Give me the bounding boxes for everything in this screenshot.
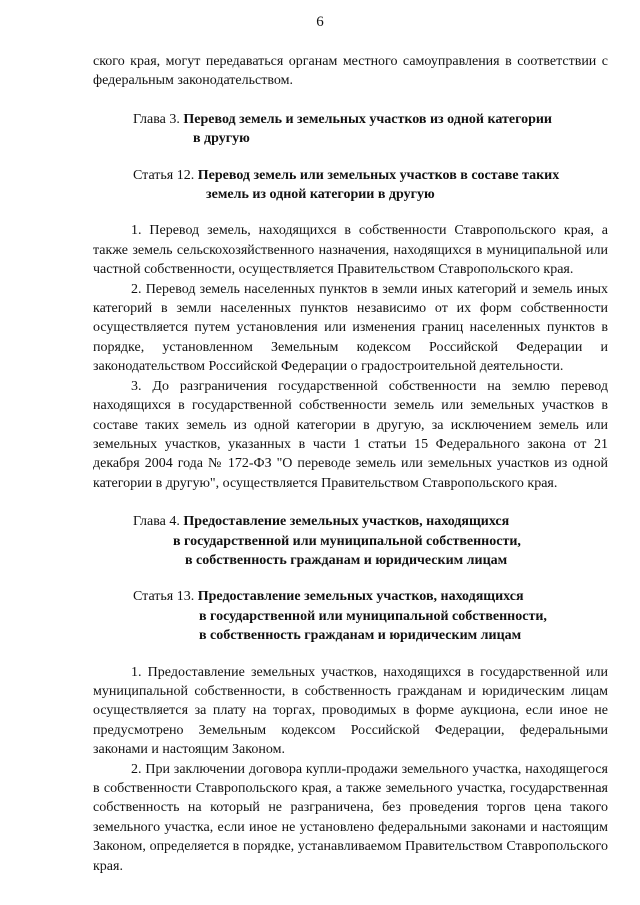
document-body bbox=[93, 52, 608, 876]
article-13-paragraph-1: 1. Предоставление земельных участков, находящихся в государственной или муниципальной собственности, в собственность гражданам и юридическим лицам осуществляется за плату на торгах, проводимых в форме аукциона, если иное не предусмотрено Земельным кодексом Российской Федерации, федеральными законами и настоящим Законом. bbox=[93, 664, 608, 758]
article-12-title-line-1: Перевод земель или земельных участков в составе таких bbox=[197, 167, 560, 183]
article-12-paragraph-2: 2. Перевод земель населенных пунктов в земли иных категорий и земель иных категорий в земли населенных пунктов независимо от их форм собственности осуществляется путем установления или изменения границ населенных пунктов в порядке, установленном Земельным кодексом Российской Федерации и законодательством Российской Федерации о градостроительной деятельности. bbox=[93, 281, 608, 375]
article-12-prefix: Статья 12. bbox=[133, 167, 195, 183]
chapter-4-heading bbox=[93, 512, 608, 570]
article-13-title-line-2: в государственной или муниципальной собственности, bbox=[199, 608, 547, 624]
article-12-paragraph-1: 1. Перевод земель, находящихся в собственности Ставропольского края, а также земель сельскохозяйственного назначения, находящихся в муниципальной или частной собственности, осуществляется Правительством Ставропольского края. bbox=[93, 223, 608, 278]
article-12-title-line-2: земель из одной категории в другую bbox=[206, 187, 435, 203]
chapter-4-title-line-2: в государственной или муниципальной собственности, bbox=[173, 533, 521, 549]
chapter-3-prefix: Глава 3. bbox=[133, 111, 180, 127]
article-12-paragraph-3: 3. До разграничения государственной собственности на землю перевод находящихся в государственной собственности земель или земельных участков в составе таких земель из одной категории в другую, за исключением земель или земельных участков, указанных в части 1 статьи 15 Федерального закона от 21 декабря 2004 года № 172-ФЗ "О переводе земель или земельных участков из одной категории в другую", осуществляется Правительством Ставропольского края. bbox=[93, 378, 608, 491]
article-12-heading bbox=[93, 166, 608, 205]
article-13-paragraph-2: 2. При заключении договора купли-продажи земельного участка, находящегося в собственности Ставропольского края, а также земельного участка, государственная собственность на который не разграничена, без проведения торгов цена такого земельного участка, если иное не установлено федеральными законами и настоящим Законом, определяется в порядке, устанавливаемом Правительством Ставропольского края. bbox=[93, 761, 608, 874]
article-13-heading bbox=[93, 587, 608, 645]
article-13-title-line-3: в собственность гражданам и юридическим лицам bbox=[199, 628, 522, 644]
chapter-4-prefix: Глава 4. bbox=[133, 514, 180, 530]
chapter-3-title-line-1: Перевод земель и земельных участков из одной категории bbox=[183, 111, 552, 127]
chapter-3-title-line-2: в другую bbox=[193, 131, 250, 147]
page-number: 6 bbox=[316, 14, 324, 30]
article-13-title-line-1: Предоставление земельных участков, находящихся bbox=[197, 589, 524, 605]
chapter-4-title-line-1: Предоставление земельных участков, находящихся bbox=[183, 514, 510, 530]
chapter-3-heading bbox=[93, 110, 608, 149]
chapter-4-title-line-3: в собственность гражданам и юридическим лицам bbox=[185, 552, 508, 568]
article-13-prefix: Статья 13. bbox=[133, 589, 195, 605]
intro-paragraph: ского края, могут передаваться органам местного самоуправления в соответствии с федеральным законодательством. bbox=[93, 54, 608, 89]
